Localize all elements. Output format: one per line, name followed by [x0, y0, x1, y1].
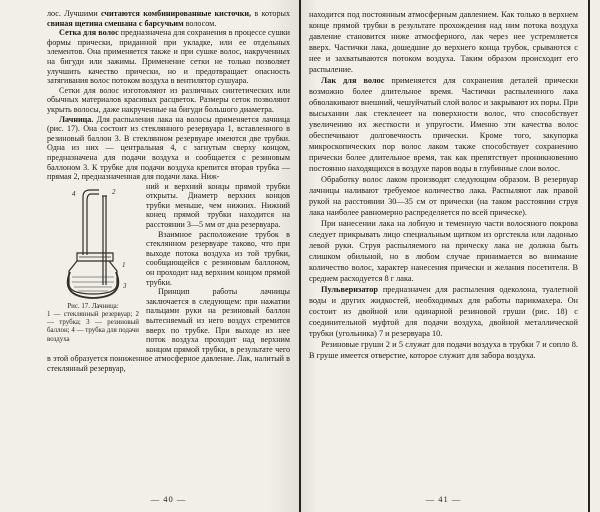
term-lachnitsa: Лачница.	[59, 114, 94, 124]
page-number-40: — 40 —	[150, 494, 187, 505]
figure-label-2: 2	[112, 187, 116, 196]
figure-label-1: 1	[122, 260, 126, 269]
text-run-bold: свиная щетина смешана с барсучьим	[47, 18, 184, 28]
page-right	[301, 0, 588, 512]
paragraph: ний и верхний концы прямой трубки открыты. Диаметр верхних концов трубки меньше, чем нижних. Нижний конец прямой трубки находится на расстоянии 3—5 мм от дна резервуара.	[146, 181, 290, 230]
paragraph: Принцип работы лачницы заключается в следующем: при нажатии пальцами руки на резиновый баллон вытесняемый из него воздух стремится вверх по трубке. При выходе из нее поток воздуха проходит над верхним концом прямой трубки, в результате чего в этой образуется пониженное атмосферное давление. Лак, налитый в стеклянный резервуар,	[47, 287, 290, 373]
paragraph-lachnitsa	[47, 115, 290, 182]
text-run: лос. Лучшими	[47, 9, 101, 18]
paragraph: Обработку волос лаком производят следующим образом. В резервуар лачницы наливают требуемое количество лака. Распыляют лак правой рукой на расстоянии 30—35 см от прически (на таком расстоянии струя лака наиболее равномерно распределяется по всей прическе).	[309, 175, 578, 217]
figure-label-3: 3	[123, 281, 127, 290]
figure-label-4: 4	[72, 189, 76, 198]
page-left	[0, 0, 299, 512]
page-edge-rule	[588, 0, 590, 512]
sprayer-illustration	[53, 185, 133, 301]
paragraph-pulverizer	[309, 284, 578, 339]
figure-caption-title: Рис. 17. Лачница:	[67, 302, 119, 310]
paragraph: находится под постоянным атмосферным давлением. Как только в верхнем конце прямой трубки в результате прохождения над ним потока воздуха давление становится ниже атмосферного, лак через нее устремляется вверх. Частички лака, дошедшие до верхнего конца трубок, срываются с нее и захватываются потоком воздуха. Таким образом происходит его распыление.	[309, 10, 578, 74]
figure-caption	[47, 303, 139, 344]
paragraph: Сетки для волос изготовляют из различных синтетических или обычных материалов красивых расцветок. Размеры сеток позволяют укрыть волосы, даже накрученные на бигуди большого диаметра.	[47, 85, 290, 114]
text-run: Для распыления лака на волосы применяется лачница (рис. 17). Она состоит из стеклянного резервуара 1, вставленного в резиновый баллон 3. В стеклянном резервуаре имеются две трубки. Одна из них — центральная 4, с загнутым сверху концом, предназначена для подачи воздуха и сообщается с резиновым баллоном 3. К трубке для подачи воздуха крепится вторая трубка — прямая 2, предназначенная для подачи лака. Ниж-	[47, 114, 290, 182]
paragraph-hairnet	[47, 28, 290, 86]
term-pulverizer: Пульверизатор	[321, 285, 378, 294]
paragraph: Взаимное расположение трубок в стеклянном резервуаре таково, что при выходе потока воздуха из той трубки, сообщающейся с резиновым баллоном, он проходит над верхним концом прямой трубки.	[146, 229, 290, 287]
text-run-bold: считаются комбинированные кисточки,	[100, 9, 252, 18]
text-run: применяется для сохранения деталей прически возможно более длительное время. Частички распыленного лака обволакивают внешний, чешуйчатый слой волос и закрывают их поры. При высыхании лак стекленеет на поверхности волос, что способствует увеличению их жесткости и упругости. Именно эти качества волос обеспечивают долговечность прически. Кроме того, закупорка микроскопических пор волос лаком также способствует сохранению прически более длительное время, так как препятствует проникновению постоянно находящихся в воздухе паров воды в глубинные слои волос.	[309, 76, 578, 173]
term-lacquer: Лак для волос	[321, 76, 385, 85]
text-run: предназначена для сохранения в процессе сушки формы прически, приданной при укладке, или ее отдельных элементов. Она применяется также и при сушке волос, накрученных на бигуди или зажимы. Применение сетки не только позволяет улучшить качество прически, но и предотвращает опасность затягивания волос потоком воздуха в вентилятор сушуара.	[47, 28, 290, 86]
page-number-41: — 41 —	[425, 494, 462, 504]
figure-caption-legend: 1 — стеклянный резервуар; 2 — трубка; 3 — резиновый баллон; 4 — трубка для подачи воздуха	[47, 310, 139, 343]
text-run: предназначен для распыления одеколона, туалетной воды и других жидкостей, необходимых для работы парикмахера. Он состоит из двойной или одинарной резиновой груши (рис. 18) с соединительной муфтой для подачи воздуха, двойной металлической трубки (угольника) 7 и резервуара 10.	[309, 285, 578, 338]
paragraph	[47, 9, 290, 28]
figure-17	[47, 185, 139, 344]
text-run: волосом.	[183, 18, 217, 28]
page-gutter-rule	[299, 0, 301, 512]
paragraph: При нанесении лака на лобную и теменную части волосяного покрова следует прикрывать лицо специальным щитком из оргстекла или ладонью левой руки. Струя распыляемого на прическу лака не должна быть слишком обильной, но в любом случае принимается во внимание количество волос, характер нанесения прически и желания посетителя. В среднем расходуется 8 г лака.	[309, 219, 578, 283]
term-hairnet: Сетка для волос	[59, 28, 119, 38]
paragraph: Резиновые груши 2 и 5 служат для подачи воздуха в трубки 7 и сопло 8. В груше имеется отверстие, которое служит для забора воздуха.	[309, 340, 578, 360]
text-run: в которых	[251, 9, 290, 18]
paragraph-lacquer	[309, 75, 578, 174]
